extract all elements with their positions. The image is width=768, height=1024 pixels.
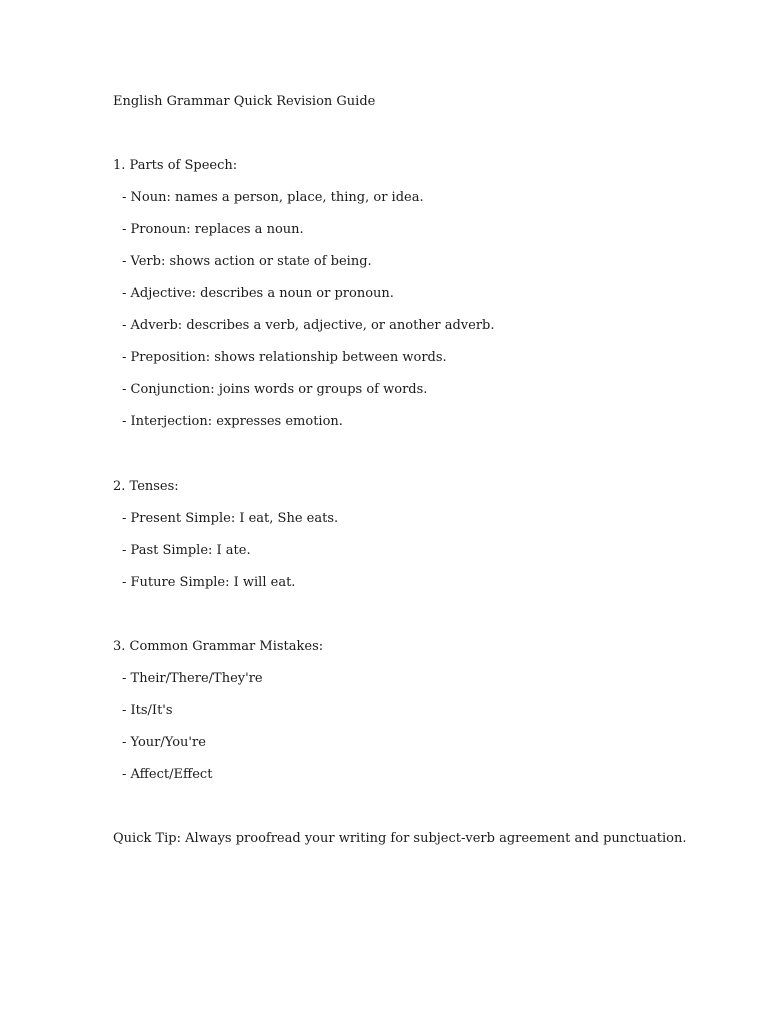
list-item: - Past Simple: I ate. — [122, 543, 251, 558]
list-item: - Present Simple: I eat, She eats. — [122, 511, 339, 526]
list-item: - Conjunction: joins words or groups of words. — [122, 382, 428, 397]
list-item: - Verb: shows action or state of being. — [122, 254, 372, 269]
quick-tip: Quick Tip: Always proofread your writing for subject-verb agreement and punctuation. — [113, 831, 687, 846]
list-item: - Preposition: shows relationship between words. — [122, 350, 447, 365]
list-item: - Pronoun: replaces a noun. — [122, 222, 304, 237]
list-item: - Adverb: describes a verb, adjective, or another adverb. — [122, 318, 495, 333]
list-item: - Noun: names a person, place, thing, or idea. — [122, 190, 424, 205]
document-title: English Grammar Quick Revision Guide — [113, 94, 376, 109]
list-item: - Future Simple: I will eat. — [122, 575, 296, 590]
list-item: - Your/You're — [122, 735, 206, 750]
section-heading-parts-of-speech: 1. Parts of Speech: — [113, 158, 238, 173]
list-item: - Adjective: describes a noun or pronoun. — [122, 286, 394, 301]
section-heading-tenses: 2. Tenses: — [113, 479, 179, 494]
list-item: - Its/It's — [122, 703, 173, 718]
section-heading-common-mistakes: 3. Common Grammar Mistakes: — [113, 639, 324, 654]
list-item: - Their/There/They're — [122, 671, 263, 686]
list-item: - Interjection: expresses emotion. — [122, 414, 343, 429]
list-item: - Affect/Effect — [122, 767, 213, 782]
